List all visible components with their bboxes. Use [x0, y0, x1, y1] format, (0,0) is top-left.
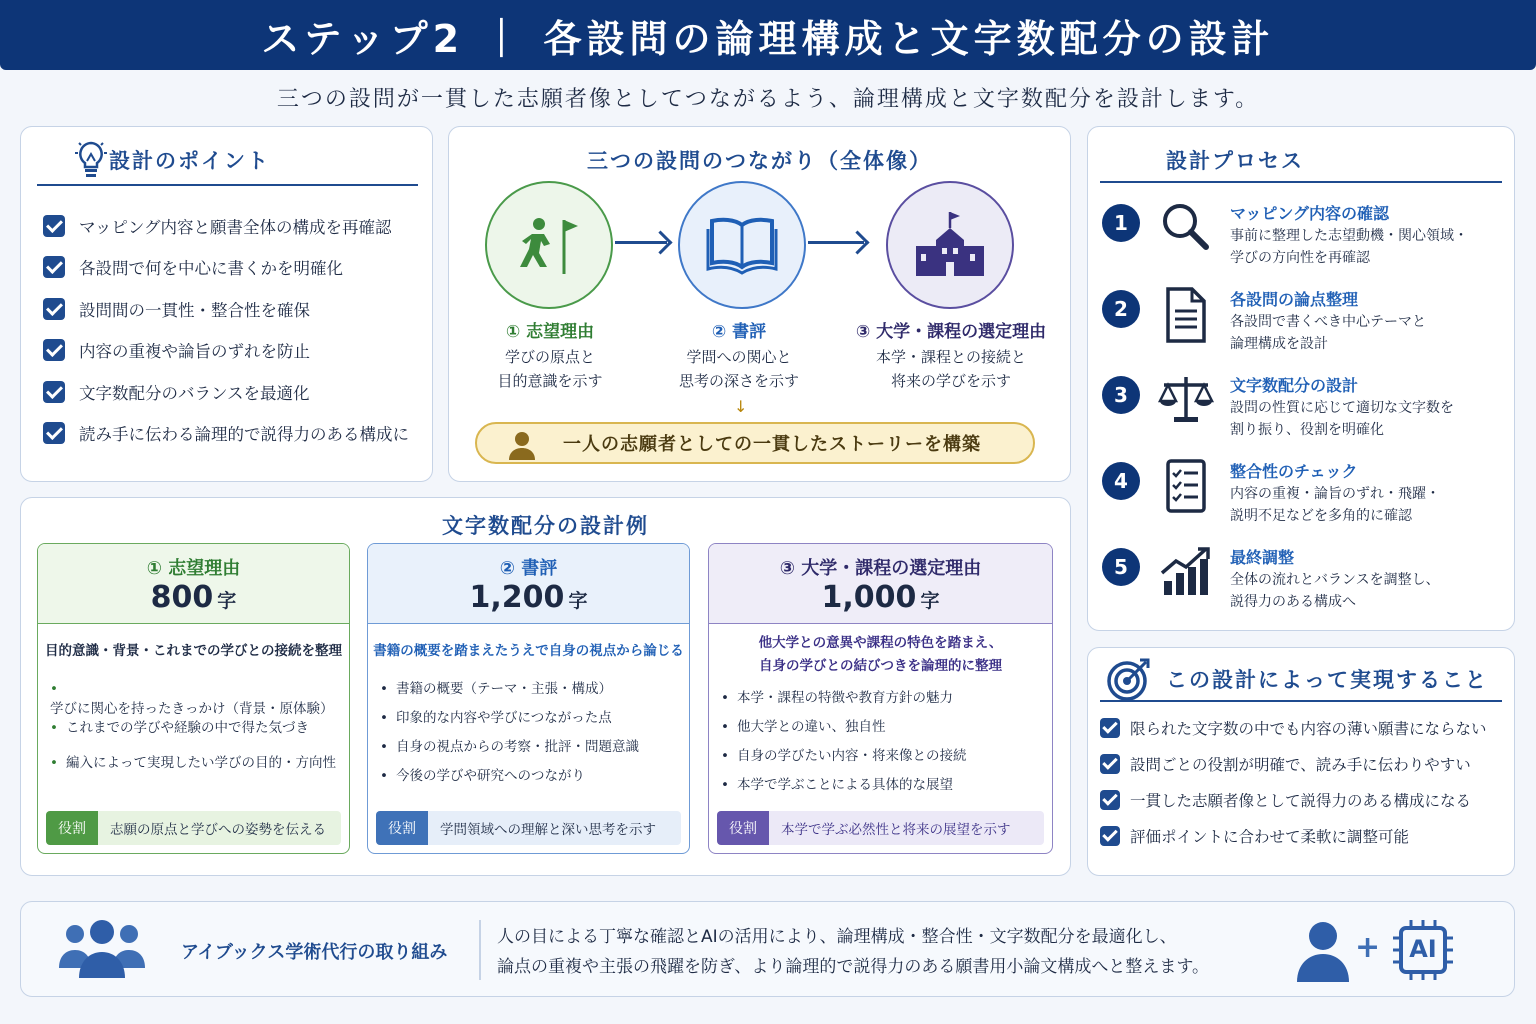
list-item: • 本学・課程の特徴や教育方針の魅力 — [721, 686, 1052, 715]
checkbox-icon — [1100, 826, 1120, 846]
allocation-lead — [709, 624, 1052, 678]
char-count-value: 1,200 — [469, 580, 565, 615]
char-count-value: 800 — [150, 580, 214, 615]
plus-icon: + — [1355, 930, 1381, 965]
allocation-card — [20, 497, 1071, 876]
node-motivation — [485, 181, 613, 309]
footer-label: アイブックス学術代行の取り組み — [181, 942, 448, 963]
process-step — [1100, 545, 1500, 625]
design-process-title: 設計プロセス — [1166, 149, 1304, 173]
footer-text-line: 論点の重複や主張の飛躍を防ぎ、より論理的で説得力のある願書用小論文構成へと整えます。 — [497, 957, 1209, 977]
allocation-title: 文字数配分の設計例 — [442, 514, 649, 538]
step-desc — [1230, 225, 1500, 269]
document-icon — [1158, 287, 1214, 343]
node-desc-line: 目的意識を示す — [497, 372, 603, 390]
magnifier-icon — [1158, 201, 1214, 251]
char-count — [709, 580, 1052, 615]
list-item-label: 読み手に伝わる論理的で説得力のある構成に — [79, 425, 409, 445]
lead-line: 自身の学びとの結びつきを論理的に整理 — [759, 658, 1002, 674]
question-label: ③ 大学・課程の選定理由 — [779, 558, 982, 579]
step-desc — [1230, 311, 1500, 355]
step-desc-line: 各設問で書くべき中心テーマと — [1230, 314, 1426, 330]
node-desc-line: 思考の深さを示す — [678, 372, 799, 390]
step-number: 5 — [1102, 548, 1140, 586]
node-motivation-desc — [465, 345, 635, 393]
step-number: 4 — [1102, 462, 1140, 500]
role-tag: 役割 — [376, 811, 428, 845]
list-item — [43, 330, 409, 372]
checklist-icon — [1158, 459, 1214, 515]
list-item — [43, 288, 409, 330]
list-item: • 書籍の概要（テーマ・主張・構成） — [380, 677, 689, 706]
allocation-header — [368, 544, 689, 624]
list-item: • 本学で学ぶことによる具体的な展望 — [721, 773, 1052, 802]
lead-line: 他大学との意異や課程の特色を踏まえ、 — [758, 635, 1003, 651]
char-count-unit: 字 — [568, 590, 588, 612]
checkbox-icon — [1100, 754, 1120, 774]
footer-text-line: 人の目による丁寧な確認とAIの活用により、論理構成・整合性・文字数配分を最適化し、 — [497, 927, 1177, 947]
allocation-bullets — [709, 686, 1052, 802]
char-count-unit: 字 — [217, 590, 237, 612]
checkbox-icon — [1100, 718, 1120, 738]
list-item — [1100, 746, 1487, 782]
story-text: 一人の志願者としての一貫したストーリーを構築 — [563, 434, 981, 455]
allocation-motivation — [37, 543, 350, 854]
char-count-value: 1,000 — [821, 580, 917, 615]
role-text: 学問領域への理解と深い思考を示す — [440, 822, 656, 838]
scale-icon — [1158, 373, 1214, 425]
allocation-bullets — [38, 681, 349, 786]
node-book-review-label: ② 書評 — [711, 322, 767, 342]
lead-line: 書籍の概要を踏まえたうえで自身の視点から論じる — [373, 643, 684, 659]
list-item — [43, 247, 409, 289]
node-desc-line: 将来の学びを示す — [890, 372, 1011, 390]
step-desc-line: 事前に整理した志望動機・関心領域・ — [1230, 228, 1468, 244]
process-step — [1100, 373, 1500, 453]
char-count — [368, 580, 689, 615]
realize-list — [1100, 710, 1487, 854]
step-desc-line: 内容の重複・論旨のずれ・飛躍・ — [1230, 486, 1440, 502]
node-desc-line: 学問への関心と — [686, 348, 792, 366]
list-item — [1100, 710, 1487, 746]
divider — [37, 184, 418, 186]
realize-title: この設計によって実現すること — [1166, 668, 1488, 692]
realize-card — [1087, 647, 1515, 876]
list-item: • 今後の学びや研究へのつながり — [380, 764, 689, 793]
step-desc-line: 説得力のある構成へ — [1230, 594, 1356, 610]
arrow-right-icon — [808, 241, 864, 244]
ai-chip-icon — [1391, 918, 1455, 982]
question-label: ② 書評 — [499, 558, 558, 579]
footer-text — [497, 922, 1209, 982]
design-points-list — [43, 205, 409, 454]
step-title: 最終調整 — [1230, 548, 1295, 567]
list-item-label: 設問ごとの役割が明確で、読み手に伝わりやすい — [1130, 756, 1471, 774]
person-flag-icon — [514, 210, 584, 280]
checkbox-icon — [1100, 790, 1120, 810]
list-item: • 印象的な内容や学びにつながった点 — [380, 706, 689, 735]
list-item-label: 文字数配分のバランスを最適化 — [79, 383, 310, 403]
process-step — [1100, 201, 1500, 281]
node-book-review-desc — [654, 345, 824, 393]
process-step — [1100, 287, 1500, 367]
role-box — [46, 811, 341, 845]
ai-label: AI — [1409, 935, 1437, 963]
node-book-review — [678, 181, 806, 309]
person-icon — [1295, 920, 1351, 982]
step-desc-line: 学びの方向性を再確認 — [1230, 250, 1370, 266]
checkbox-icon — [43, 339, 65, 361]
step-title: 各設問の論点整理 — [1230, 290, 1359, 309]
list-item: • 自身の視点からの考察・批評・問題意識 — [380, 735, 689, 764]
list-item-label: 評価ポイントに合わせて柔軟に調整可能 — [1130, 828, 1410, 846]
question-connection-card — [448, 126, 1071, 482]
list-item-label: 各設問で何を中心に書くかを明確化 — [79, 259, 343, 279]
step-desc-line: 全体の流れとバランスを調整し、 — [1230, 572, 1440, 588]
step-desc — [1230, 483, 1500, 527]
step-number: 2 — [1102, 290, 1140, 328]
step-desc — [1230, 569, 1500, 613]
step-desc-line: 設問の性質に応じて適切な文字数を — [1230, 400, 1454, 416]
list-item-label: 一貫した志願者像として説得力のある構成になる — [1130, 792, 1472, 810]
step-desc-line: 説明不足などを多角的に確認 — [1230, 508, 1412, 524]
step-title: 文字数配分の設計 — [1230, 376, 1359, 395]
list-item: • これまでの学びや経験の中で得た気づき — [50, 716, 349, 751]
list-item — [1100, 782, 1487, 818]
list-item-label: 内容の重複や論旨のずれを防止 — [79, 342, 310, 362]
role-box — [376, 811, 681, 845]
step-number: 3 — [1102, 376, 1140, 414]
role-tag: 役割 — [717, 811, 769, 845]
lead-line: 目的意識・背景・これまでの学びとの接続を整理 — [45, 643, 342, 659]
list-item-label: 限られた文字数の中でも内容の薄い願書にならない — [1130, 720, 1487, 738]
lightbulb-icon — [73, 139, 109, 179]
node-desc-line: 学びの原点と — [504, 348, 595, 366]
checkbox-icon — [43, 298, 65, 320]
node-university — [886, 181, 1014, 309]
node-university-label: ③ 大学・課程の選定理由 — [855, 322, 1047, 342]
person-icon — [507, 430, 537, 460]
people-group-icon — [57, 918, 147, 980]
connection-title: 三つの設問のつながり（全体像） — [587, 149, 932, 173]
allocation-book-review — [367, 543, 690, 854]
list-item — [43, 205, 409, 247]
arrow-down-icon: ↓ — [734, 397, 748, 416]
question-label: ① 志望理由 — [146, 558, 241, 579]
role-tag: 役割 — [46, 811, 98, 845]
role-box — [717, 811, 1044, 845]
list-item: • 学びに関心を持ったきっかけ（背景・原体験） — [50, 681, 349, 716]
checkbox-icon — [43, 381, 65, 403]
node-motivation-label: ① 志望理由 — [505, 322, 595, 342]
arrow-right-icon — [615, 241, 667, 244]
allocation-bullets — [368, 677, 689, 793]
allocation-university — [708, 543, 1053, 854]
allocation-lead — [38, 624, 349, 663]
divider — [479, 920, 481, 980]
design-points-card — [20, 126, 433, 482]
role-text: 志願の原点と学びへの姿勢を伝える — [110, 822, 326, 838]
allocation-header — [38, 544, 349, 624]
open-book-icon — [706, 215, 778, 275]
list-item: • 自身の学びたい内容・将来像との接続 — [721, 744, 1052, 773]
story-banner — [475, 422, 1035, 464]
list-item — [43, 413, 409, 455]
node-desc-line: 本学・課程との接続と — [875, 348, 1026, 366]
page-subtitle: 三つの設問が一貫した志願者像としてつながるよう、論理構成と文字数配分を設計します。 — [276, 87, 1260, 112]
step-number: 1 — [1102, 204, 1140, 242]
allocation-lead — [368, 624, 689, 663]
char-count — [38, 580, 349, 615]
list-item-label: 設問間の一貫性・整合性を確保 — [79, 300, 310, 320]
growth-chart-icon — [1158, 545, 1214, 597]
step-desc — [1230, 397, 1500, 441]
design-process-card — [1087, 126, 1515, 631]
checkbox-icon — [43, 215, 65, 237]
step-title: マッピング内容の確認 — [1230, 204, 1390, 223]
checkbox-icon — [43, 422, 65, 444]
page-title: ステップ2 ｜ 各設問の論理構成と文字数配分の設計 — [0, 0, 1536, 70]
step-title: 整合性のチェック — [1230, 462, 1358, 481]
step-desc-line: 論理構成を設計 — [1230, 336, 1328, 352]
process-step — [1100, 459, 1500, 539]
design-points-title: 設計のポイント — [109, 149, 270, 173]
target-icon — [1106, 656, 1152, 702]
list-item — [1100, 818, 1487, 854]
list-item-label: マッピング内容と願書全体の構成を再確認 — [79, 217, 392, 237]
list-item: • 編入によって実現したい学びの目的・方向性 — [50, 751, 349, 786]
university-icon — [910, 210, 990, 280]
checkbox-icon — [43, 256, 65, 278]
divider — [1100, 181, 1502, 183]
node-university-desc — [842, 345, 1060, 393]
role-text: 本学で学ぶ必然性と将来の展望を示す — [781, 822, 1011, 838]
list-item — [43, 371, 409, 413]
char-count-unit: 字 — [920, 590, 940, 612]
allocation-header — [709, 544, 1052, 624]
step-desc-line: 割り振り、役割を明確化 — [1230, 422, 1384, 438]
footer-banner — [20, 901, 1515, 997]
divider — [1100, 700, 1502, 702]
list-item: • 他大学との違い、独自性 — [721, 715, 1052, 744]
